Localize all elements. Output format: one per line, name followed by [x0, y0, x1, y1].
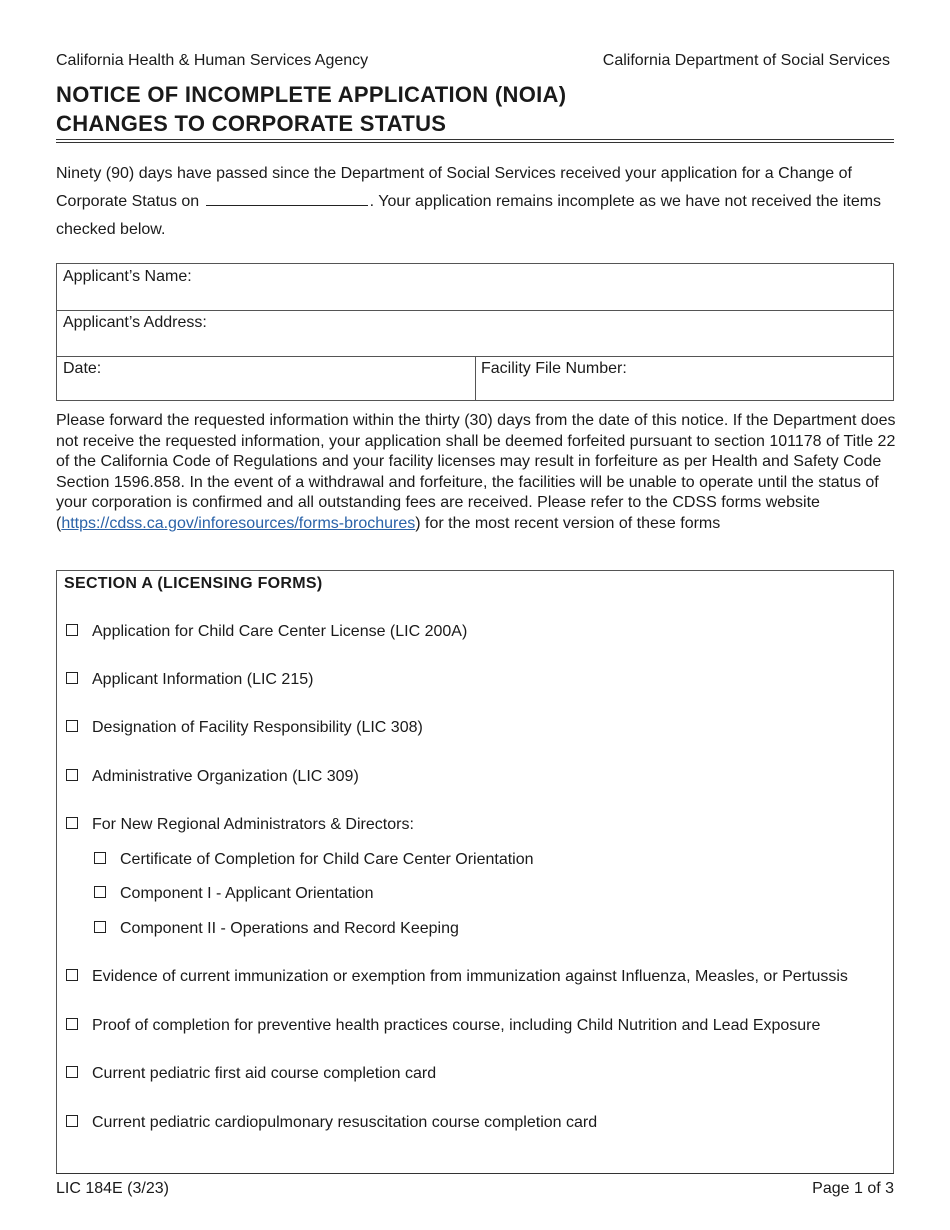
checkbox[interactable]	[66, 672, 78, 684]
cdss-forms-link[interactable]: https://cdss.ca.gov/inforesources/forms-brochures	[61, 514, 416, 532]
checkbox[interactable]	[66, 769, 78, 781]
date-file-row	[57, 356, 893, 400]
checklist-item	[66, 719, 423, 737]
department-name: California Department of Social Services	[602, 52, 890, 69]
checkbox[interactable]	[94, 921, 106, 933]
checklist-item	[66, 768, 359, 786]
applicant-info-table	[56, 263, 894, 401]
checklist-item	[66, 1114, 597, 1132]
intro-paragraph	[56, 160, 896, 244]
checklist-subitem	[94, 920, 459, 938]
checkbox[interactable]	[66, 1066, 78, 1078]
item-label: Administrative Organization (LIC 309)	[92, 768, 359, 785]
notice-text-end: ) for the most recent version of these forms	[415, 514, 721, 532]
cell-divider	[475, 356, 476, 400]
item-label: Applicant Information (LIC 215)	[92, 671, 314, 688]
checklist-subitem	[94, 851, 534, 869]
item-label: Certificate of Completion for Child Care Center Orientation	[120, 851, 534, 868]
section-a-box	[56, 570, 894, 1174]
applicant-name-label: Applicant’s Name:	[63, 268, 192, 285]
checkbox[interactable]	[66, 817, 78, 829]
title-divider-double	[56, 142, 894, 143]
item-label: Proof of completion for preventive health practices course, including Child Nutrition and Lead Exposure	[92, 1017, 821, 1034]
applicant-address-label: Applicant’s Address:	[63, 314, 207, 331]
item-label: Evidence of current immunization or exemption from immunization against Influenza, Measles, or Pertussis	[92, 968, 848, 985]
item-label: Component II - Operations and Record Keeping	[120, 920, 459, 937]
checkbox[interactable]	[94, 886, 106, 898]
checkbox[interactable]	[94, 852, 106, 864]
title-divider	[56, 139, 894, 140]
applicant-name-row[interactable]	[57, 264, 893, 311]
checkbox[interactable]	[66, 1115, 78, 1127]
form-id: LIC 184E (3/23)	[56, 1180, 169, 1197]
received-date-blank[interactable]	[206, 191, 368, 206]
checklist-subitem	[94, 885, 373, 903]
date-label: Date:	[63, 360, 102, 377]
item-label: For New Regional Administrators & Directors:	[92, 816, 414, 833]
section-bottom-rule	[56, 1173, 894, 1174]
item-label: Designation of Facility Responsibility (LIC 308)	[92, 719, 423, 736]
checklist-item	[66, 968, 848, 986]
checkbox[interactable]	[66, 969, 78, 981]
section-a-title: SECTION A (LICENSING FORMS)	[64, 575, 323, 592]
intro-text-2: . Your application remains incomplete as we have not received the items checked below.	[56, 193, 882, 238]
item-label: Application for Child Care Center License (LIC 200A)	[92, 623, 468, 640]
applicant-address-row[interactable]	[57, 310, 893, 357]
checkbox[interactable]	[66, 624, 78, 636]
item-label: Current pediatric first aid course completion card	[92, 1065, 437, 1082]
document-title	[56, 80, 894, 138]
checkbox[interactable]	[66, 1018, 78, 1030]
checkbox[interactable]	[66, 720, 78, 732]
title-line-2: CHANGES TO CORPORATE STATUS	[56, 111, 447, 136]
title-line-1: NOTICE OF INCOMPLETE APPLICATION (NOIA)	[56, 82, 567, 107]
facility-file-number-label: Facility File Number:	[481, 360, 627, 377]
item-label: Current pediatric cardiopulmonary resuscitation course completion card	[92, 1114, 598, 1131]
notice-paragraph	[56, 411, 898, 535]
page-number: Page 1 of 3	[812, 1180, 894, 1197]
checklist-item	[66, 671, 313, 689]
checklist-item	[66, 623, 467, 641]
checklist-item	[66, 1065, 436, 1083]
checklist-item	[66, 816, 414, 834]
agency-name: California Health & Human Services Agency	[56, 52, 369, 69]
notice-text: Please forward the requested information within the thirty (30) days from the date of this notice. If the Department does not receive the requested information, your application shall be deemed forfeited pursuant to section 101178 of Title 22 of the California Code of Regulations and your facility licenses may result in forfeiture as per Health and Safety Code Section 1596.858. In the event of a withdrawal and forfeiture, the facilities will be unable to operate until the status of your corporation is confirmed and all outstanding fees are received. Please refer to the CDSS forms website (	[56, 412, 896, 532]
item-label: Component I - Applicant Orientation	[120, 885, 374, 902]
checklist-item	[66, 1017, 820, 1035]
intro-text-1: Ninety (90) days have passed since the Department of Social Services received your application for a Change of Corporate Status on	[56, 165, 852, 210]
